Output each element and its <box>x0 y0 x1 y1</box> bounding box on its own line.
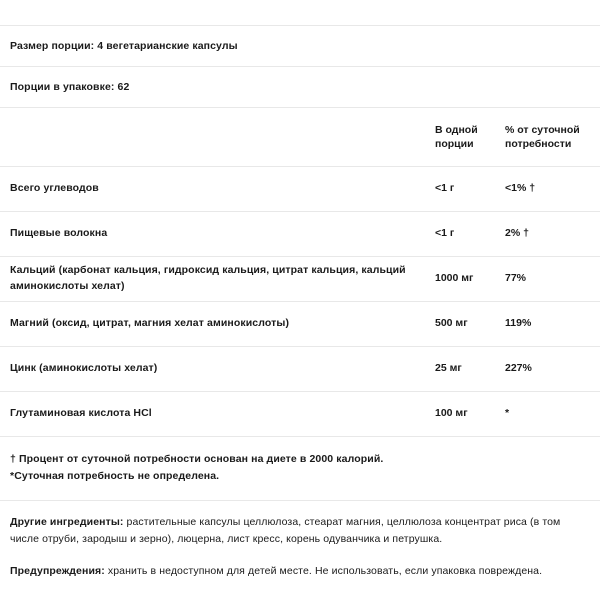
table-row <box>0 212 600 256</box>
nutrient-name: Пищевые волокна <box>10 227 108 240</box>
warnings-label: Предупреждения: <box>10 564 105 577</box>
table-row <box>0 347 600 391</box>
nutrient-daily-value: 227% <box>505 362 532 375</box>
table-row <box>0 392 600 436</box>
amount-header-line-1: В одной <box>435 123 478 136</box>
nutrient-amount: <1 г <box>435 227 455 240</box>
nutrient-name: Цинк (аминокислоты хелат) <box>10 362 158 375</box>
nutrient-amount: <1 г <box>435 182 455 195</box>
nutrient-amount: 1000 мг <box>435 272 474 285</box>
servings-per-container-row <box>0 67 600 107</box>
dv-header-line-1: % от суточной <box>505 123 580 136</box>
dv-header-line-2: потребности <box>505 138 572 150</box>
nutrient-name: Кальций (карбонат кальция, гидроксид кальция, цитрат кальция, кальций аминокислоты хелат) <box>10 264 406 292</box>
top-spacer <box>0 0 600 25</box>
other-ingredients-paragraph <box>10 514 590 548</box>
footnotes-block <box>0 437 600 500</box>
nutrient-daily-value: <1% † <box>505 182 536 195</box>
daily-value-header <box>505 123 600 151</box>
amount-header-line-2: порции <box>435 138 474 150</box>
nutrient-amount: 25 мг <box>435 362 462 375</box>
table-header-row <box>0 108 600 166</box>
additional-info-block <box>0 501 600 590</box>
footnote-no-daily-value: *Суточная потребность не определена. <box>10 470 220 483</box>
nutrient-daily-value: * <box>505 407 510 420</box>
warnings-paragraph <box>10 563 590 580</box>
nutrient-name: Глутаминовая кислота HCl <box>10 407 152 420</box>
table-row <box>0 257 600 301</box>
nutrient-daily-value: 2% † <box>505 227 529 240</box>
amount-per-serving-header <box>435 123 505 151</box>
nutrient-daily-value: 77% <box>505 272 527 285</box>
nutrient-daily-value: 119% <box>505 317 532 330</box>
serving-size-text: Размер порции: 4 вегетарианские капсулы <box>10 40 238 52</box>
table-row <box>0 167 600 211</box>
footnote-daily-value-basis: † Процент от суточной потребности основан на диете в 2000 калорий. <box>10 453 384 465</box>
nutrient-name: Магний (оксид, цитрат, магния хелат аминокислоты) <box>10 317 290 330</box>
nutrient-amount: 100 мг <box>435 407 468 420</box>
other-ingredients-label: Другие ингредиенты: <box>10 515 124 528</box>
nutrient-amount: 500 мг <box>435 317 468 330</box>
table-row <box>0 302 600 346</box>
warnings-text: хранить в недоступном для детей месте. Не использовать, если упаковка повреждена. <box>104 564 543 577</box>
nutrient-name: Всего углеводов <box>10 182 99 195</box>
serving-size-row <box>0 26 600 66</box>
servings-per-container-text: Порции в упаковке: 62 <box>10 81 130 93</box>
other-ingredients-text: растительные капсулы целлюлоза, стеарат магния, целлюлоза концентрат риса (в том числе отруби, зародыш и зерно), люцерна, лист кресс, корень одуванчика и петрушка. <box>10 515 561 545</box>
